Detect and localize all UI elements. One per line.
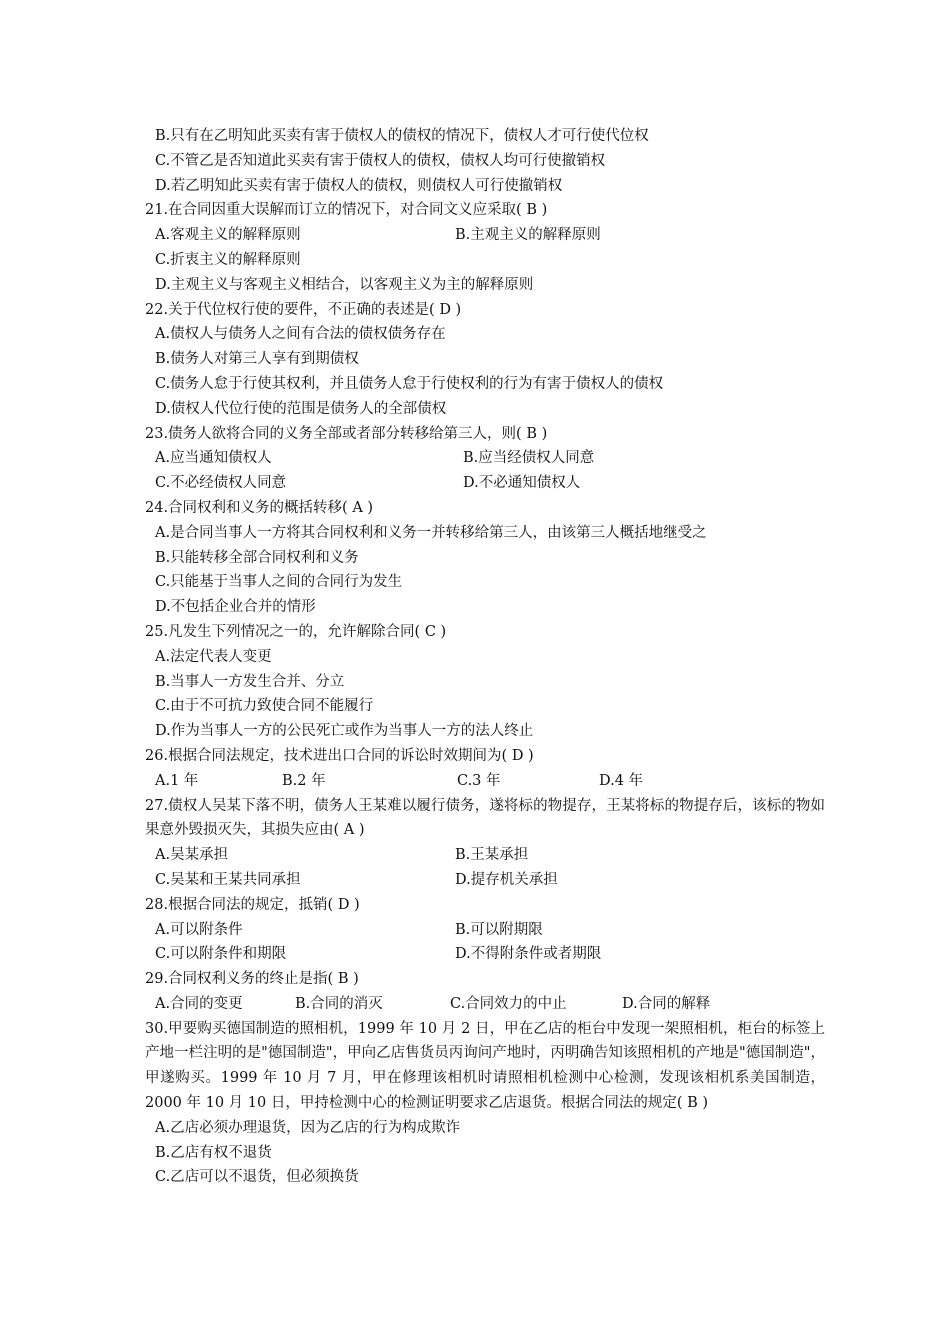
q21-option-b: B.主观主义的解释原则 (455, 227, 601, 244)
q29-option-c: C.合同效力的中止 (450, 995, 567, 1012)
q23-options-row1 (145, 446, 825, 471)
q28-stem: 28.根据合同法的规定，抵销( D ) (145, 896, 360, 913)
q25-stem: 25.凡发生下列情况之一的，允许解除合同( C ) (145, 623, 447, 640)
q30-option-b: B.乙店有权不退货 (155, 1144, 272, 1161)
q28-options-row1 (145, 918, 825, 943)
q24-stem: 24.合同权利和义务的概括转移( A ) (145, 499, 374, 516)
q23-options-row2 (145, 471, 825, 496)
q28-option-d: D.不得附条件或者期限 (455, 946, 602, 963)
q25-option-c: C.由于不可抗力致使合同不能履行 (155, 698, 374, 715)
q25-option-b: B.当事人一方发生合并、分立 (155, 673, 345, 690)
q28-option-a: A.可以附条件 (155, 921, 243, 938)
q26-stem: 26.根据合同法规定，技术进出口合同的诉讼时效期间为( D ) (145, 747, 534, 764)
q23-option-c: C.不必经债权人同意 (155, 475, 287, 492)
q27-option-d: D.提存机关承担 (455, 871, 558, 888)
q29-option-b: B.合同的消灭 (295, 995, 383, 1012)
q30-stem: 30.甲要购买德国制造的照相机，1999 年 10 月 2 日，甲在乙店的柜台中发现一架照相机，柜台的标签上产地一栏注明的是"德国制造"，甲向乙店售货员丙询问产地时，丙明确告知该照相机的产地是"德国制造"，甲遂购买。1999 年 10 月 7 月，甲在修理该相机时请照相机检测中心检测，发现该相机系美国制造，2000 年 10 月 10 日，甲持检测中心的检测证明要求乙店退货。根据合同法的规定( B ) (145, 1020, 825, 1112)
q24-option-a: A.是合同当事人一方将其合同权利和义务一并转移给第三人，由该第三人概括地继受之 (155, 524, 707, 541)
q24-option-c: C.只能基于当事人之间的合同行为发生 (155, 574, 403, 591)
q20-option-b: B.只有在乙明知此买卖有害于债权人的债权的情况下，债权人才可行使代位权 (155, 128, 649, 144)
q27-option-b: B.王某承担 (455, 847, 529, 864)
q26-option-a: A.1 年 (155, 772, 199, 789)
q21-option-a: A.客观主义的解释原则 (155, 227, 301, 244)
q23-option-a: A.应当通知债权人 (155, 450, 272, 467)
q27-options-row2 (145, 868, 825, 893)
q21-options-row1 (145, 223, 825, 248)
q26-option-d: D.4 年 (599, 772, 644, 789)
q22-option-b: B.债务人对第三人享有到期债权 (155, 351, 359, 368)
q30-option-a: A.乙店必须办理退货，因为乙店的行为构成欺诈 (155, 1119, 461, 1136)
q28-option-c: C.可以附条件和期限 (155, 946, 287, 963)
q29-option-a: A.合同的变更 (155, 995, 243, 1012)
q22-option-a: A.债权人与债务人之间有合法的债权债务存在 (155, 326, 446, 343)
q25-option-d: D.作为当事人一方的公民死亡或作为当事人一方的法人终止 (155, 723, 534, 740)
q24-option-b: B.只能转移全部合同权利和义务 (155, 549, 359, 566)
q27-options-row1 (145, 843, 825, 868)
q23-stem: 23.债务人欲将合同的义务全部或者部分转移给第三人，则( B ) (145, 425, 548, 442)
q22-option-d: D.债权人代位行使的范围是债务人的全部债权 (155, 400, 447, 417)
q29-option-d: D.合同的解释 (622, 995, 711, 1012)
q21-option-d: D.主观主义与客观主义相结合，以客观主义为主的解释原则 (155, 276, 534, 293)
q27-option-c: C.吴某和王某共同承担 (155, 871, 301, 888)
q26-option-c: C.3 年 (457, 772, 501, 789)
q20-option-c: C.不管乙是否知道此买卖有害于债权人的债权，债权人均可行使撤销权 (155, 152, 606, 169)
q26-options-row (145, 769, 825, 794)
exam-questions (145, 124, 825, 1190)
q30-option-c: C.乙店可以不退货，但必须换货 (155, 1169, 359, 1186)
q28-option-b: B.可以附期限 (455, 921, 543, 938)
q23-option-d: D.不必通知债权人 (463, 475, 581, 492)
q27-option-a: A.吴某承担 (155, 847, 229, 864)
q20-option-d: D.若乙明知此买卖有害于债权人的债权，则债权人可行使撤销权 (155, 177, 563, 194)
q29-options-row (145, 992, 825, 1017)
q22-stem: 22.关于代位权行使的要件，不正确的表述是( D ) (145, 301, 462, 318)
q25-option-a: A.法定代表人变更 (155, 648, 272, 665)
q21-stem: 21.在合同因重大误解而订立的情况下，对合同文义应采取( B ) (145, 202, 548, 219)
q26-option-b: B.2 年 (282, 772, 326, 789)
q23-option-b: B.应当经债权人同意 (463, 450, 595, 467)
q21-option-c: C.折衷主义的解释原则 (155, 251, 301, 268)
q28-options-row2 (145, 942, 825, 967)
q27-stem: 27.债权人吴某下落不明，债务人王某难以履行债务，遂将标的物提存，王某将标的物提存后，该标的物如果意外毁损灭失，其损失应由( A ) (145, 797, 825, 839)
q29-stem: 29.合同权利义务的终止是指( B ) (145, 971, 359, 988)
q22-option-c: C.债务人怠于行使其权利，并且债务人怠于行使权利的行为有害于债权人的债权 (155, 375, 664, 392)
q24-option-d: D.不包括企业合并的情形 (155, 599, 316, 616)
